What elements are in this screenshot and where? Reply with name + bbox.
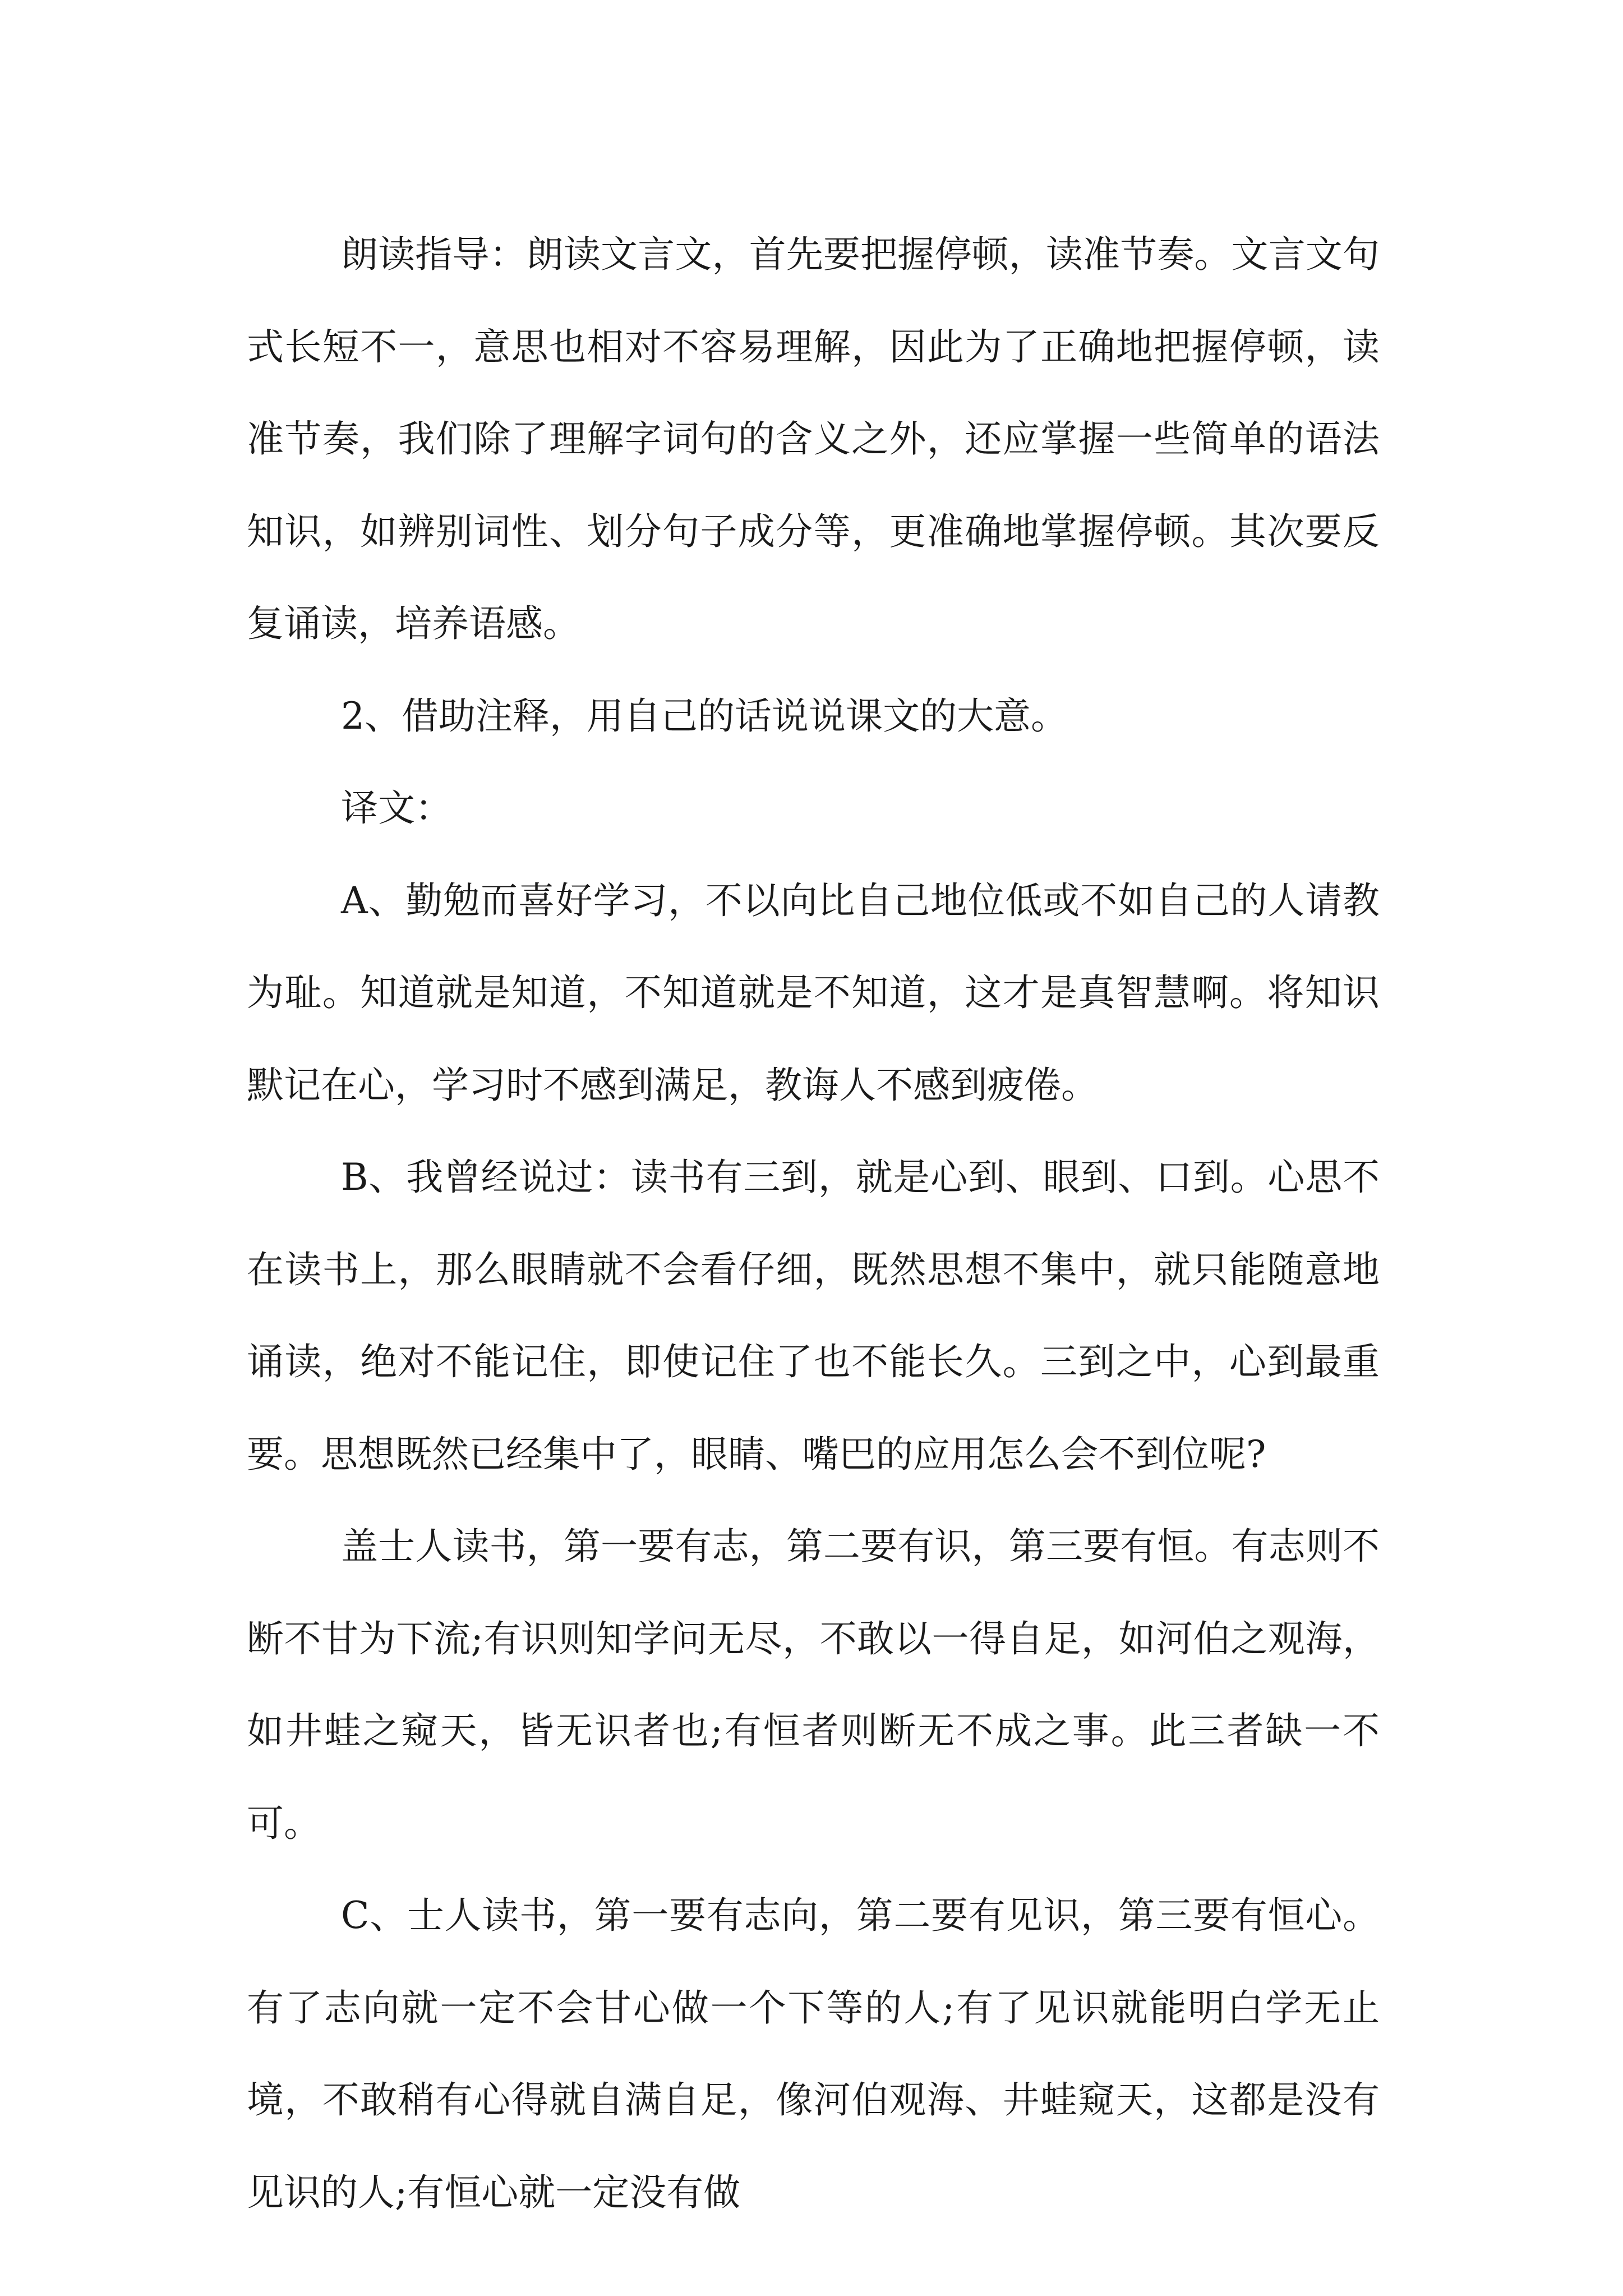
- paragraph-translation-b: B、我曾经说过：读书有三到，就是心到、眼到、口到。心思不在读书上，那么眼睛就不会看仔细，既然思想不集中，就只能随意地诵读，绝对不能记住，即使记住了也不能长久。三到之中，心到最重要。思想既然已经集中了，眼睛、嘴巴的应用怎么会不到位呢?: [247, 1156, 1380, 1476]
- paragraph-translation-c: C、士人读书，第一要有志向，第二要有见识，第三要有恒心。有了志向就一定不会甘心做一个下等的人;有了见识就能明白学无止境，不敢稍有心得就自满自足，像河伯观海、井蛙窥天，这都是没有见识的人;有恒心就一定没有做: [247, 1894, 1380, 2214]
- paragraph-original-text: 盖士人读书，第一要有志，第二要有识，第三要有恒。有志则不断不甘为下流;有识则知学问无尽，不敢以一得自足，如河伯之观海，如井蛙之窥天，皆无识者也;有恒者则断无不成之事。此三者缺一不可。: [247, 1525, 1380, 1845]
- document-body: [247, 209, 1380, 2239]
- paragraph-reading-guide: 朗读指导：朗读文言文，首先要把握停顿，读准节奏。文言文句式长短不一，意思也相对不容易理解，因此为了正确地把握停顿，读准节奏，我们除了理解字词句的含义之外，还应掌握一些简单的语法知识，如辨别词性、划分句子成分等，更准确地掌握停顿。其次要反复诵读，培养语感。: [247, 233, 1380, 645]
- paragraph-translation-a: A、勤勉而喜好学习，不以向比自己地位低或不如自己的人请教为耻。知道就是知道，不知道就是不知道，这才是真智慧啊。将知识默记在心，学习时不感到满足，教诲人不感到疲倦。: [247, 878, 1380, 1107]
- paragraph-translation-heading: 译文：: [341, 786, 452, 830]
- paragraph-question-2: 2、借助注释，用自己的话说说课文的大意。: [341, 694, 1068, 738]
